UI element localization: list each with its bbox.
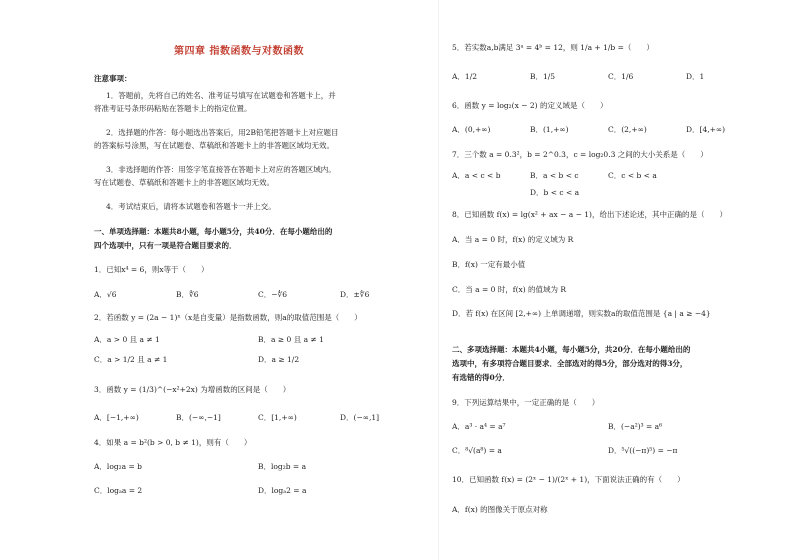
option-c[interactable]: C．logₐa = 2 — [94, 486, 143, 495]
option-a[interactable]: A．f(x) 的图像关于原点对称 — [452, 505, 548, 514]
option-c[interactable]: C．[1,+∞) — [258, 413, 297, 422]
option-d[interactable]: D．±∜6 — [340, 290, 370, 299]
option-d[interactable]: D．logₐ2 = a — [258, 486, 307, 495]
section2-heading: 选项中，有多项符合题目要求．全部选对的得5分，部分选对的得3分， — [452, 359, 688, 368]
option-d[interactable]: D．若 f(x) 在区间 [2,+∞) 上单调递增，则实数a的取值范围是 {a | a ≥ −4} — [452, 309, 711, 318]
option-a[interactable]: A．a³ · a⁴ = a⁷ — [452, 422, 506, 431]
question-stem: 6．函数 y = log₂(x − 2) 的定义域是（ ） — [452, 101, 608, 110]
option-b[interactable]: B．1/5 — [530, 72, 556, 81]
option-b[interactable]: B．(−a²)³ = a⁶ — [608, 422, 663, 431]
notice-heading: 注意事项： — [94, 74, 132, 83]
option-b[interactable]: B．(−∞,−1] — [176, 413, 221, 422]
option-a[interactable]: A．log₂a = b — [94, 462, 142, 471]
notice-line: 2．选择题的作答：每小题选出答案后，用2B铅笔把答题卡上对应题目 — [106, 128, 339, 137]
question-stem: 5．若实数a,b满足 3ᵃ = 4ᵇ = 12，则 1/a + 1/b =（ ） — [452, 43, 654, 52]
question-stem: 9．下列运算结果中，一定正确的是（ ） — [452, 398, 600, 407]
option-d[interactable]: D．[4,+∞) — [686, 125, 726, 134]
option-b[interactable]: B．log₂b = a — [258, 462, 307, 471]
question-stem: 2．若函数 y = (2a − 1)ˣ（x是自变量）是指数函数，则a的取值范围是（ ） — [94, 313, 362, 322]
question-stem: 3．函数 y = (1/3)^(−x²+2x) 为增函数的区间是（ ） — [94, 385, 291, 394]
option-c[interactable]: C．c < b < a — [608, 171, 657, 180]
section1-heading: 一、单项选择题：本题共8小题，每小题5分，共40分．在每小题给出的 — [94, 227, 333, 236]
option-a[interactable]: A．a < c < b — [452, 171, 501, 180]
option-a[interactable]: A．1/2 — [452, 72, 477, 81]
option-c[interactable]: C．1/6 — [608, 72, 634, 81]
notice-line: 写在试题卷、草稿纸和答题卡上的非答题区域均无效。 — [94, 178, 274, 187]
option-b[interactable]: B．f(x) 一定有最小值 — [452, 260, 526, 269]
section1-heading: 四个选项中，只有一项是符合题目要求的． — [94, 241, 237, 250]
option-a[interactable]: A．(0,+∞) — [452, 125, 491, 134]
question-stem: 7．三个数 a = 0.3²，b = 2^0.3，c = log₂0.3 之间的大小关系是（ ） — [452, 150, 708, 159]
option-a[interactable]: A．当 a = 0 时，f(x) 的定义域为 R — [452, 235, 574, 244]
option-a[interactable]: A．√6 — [94, 290, 117, 299]
option-b[interactable]: B．a < b < c — [530, 171, 579, 180]
notice-line: 4．考试结束后，请将本试题卷和答题卡一并上交。 — [106, 202, 276, 211]
notice-line: 1．答题前，先将自己的姓名、准考证号填写在试题卷和答题卡上，并 — [106, 91, 336, 100]
option-d[interactable]: D．a ≥ 1/2 — [258, 355, 300, 364]
option-d[interactable]: D．1 — [686, 72, 705, 81]
page-title: 第四章 指数函数与对数函数 — [174, 46, 304, 57]
notice-line: 3．非选择题的作答：用签字笔直接答在答题卡上对应的答题区域内。 — [106, 165, 336, 174]
option-a[interactable]: A．a > 0 且 a ≠ 1 — [94, 335, 160, 344]
option-b[interactable]: B．∜6 — [176, 290, 199, 299]
option-c[interactable]: C．当 a = 0 时，f(x) 的值域为 R — [452, 285, 567, 294]
option-c[interactable]: C．⁸√(a⁸) = a — [452, 446, 502, 455]
option-b[interactable]: B．(1,+∞) — [530, 125, 569, 134]
option-c[interactable]: C．−∜6 — [258, 290, 288, 299]
question-stem: 1．已知x⁴ = 6，则x等于（ ） — [94, 265, 209, 274]
option-c[interactable]: C．(2,+∞) — [608, 125, 647, 134]
notice-line: 将准考证号条形码粘贴在答题卡上的指定位置。 — [94, 104, 252, 113]
question-stem: 10．已知函数 f(x) = (2ˣ − 1)/(2ˣ + 1)，下面说法正确的有（ ） — [452, 475, 685, 484]
question-stem: 8．已知函数 f(x) = lg(x² + ax − a − 1)，给出下述论述，其中正确的是（ ） — [452, 210, 727, 219]
notice-line: 的答案标号涂黑，写在试题卷、草稿纸和答题卡上的非答题区域均无效。 — [94, 141, 334, 150]
question-stem: 4．如果 a = b²(b > 0, b ≠ 1)，则有（ ） — [94, 438, 252, 447]
option-a[interactable]: A．[−1,+∞) — [94, 413, 139, 422]
option-c[interactable]: C．a > 1/2 且 a ≠ 1 — [94, 355, 168, 364]
section2-heading: 二、多项选择题：本题共4小题，每小题5分，共20分．在每小题给出的 — [452, 345, 691, 354]
section2-heading: 有选错的得0分． — [452, 373, 510, 382]
option-d[interactable]: D．(−∞,1] — [340, 413, 380, 422]
option-d[interactable]: D．b < c < a — [530, 188, 580, 197]
page-fold-line — [438, 0, 439, 560]
option-b[interactable]: B．a ≥ 0 且 a ≠ 1 — [258, 335, 324, 344]
option-d[interactable]: D．⁵√((−π)⁵) = −π — [608, 446, 678, 455]
